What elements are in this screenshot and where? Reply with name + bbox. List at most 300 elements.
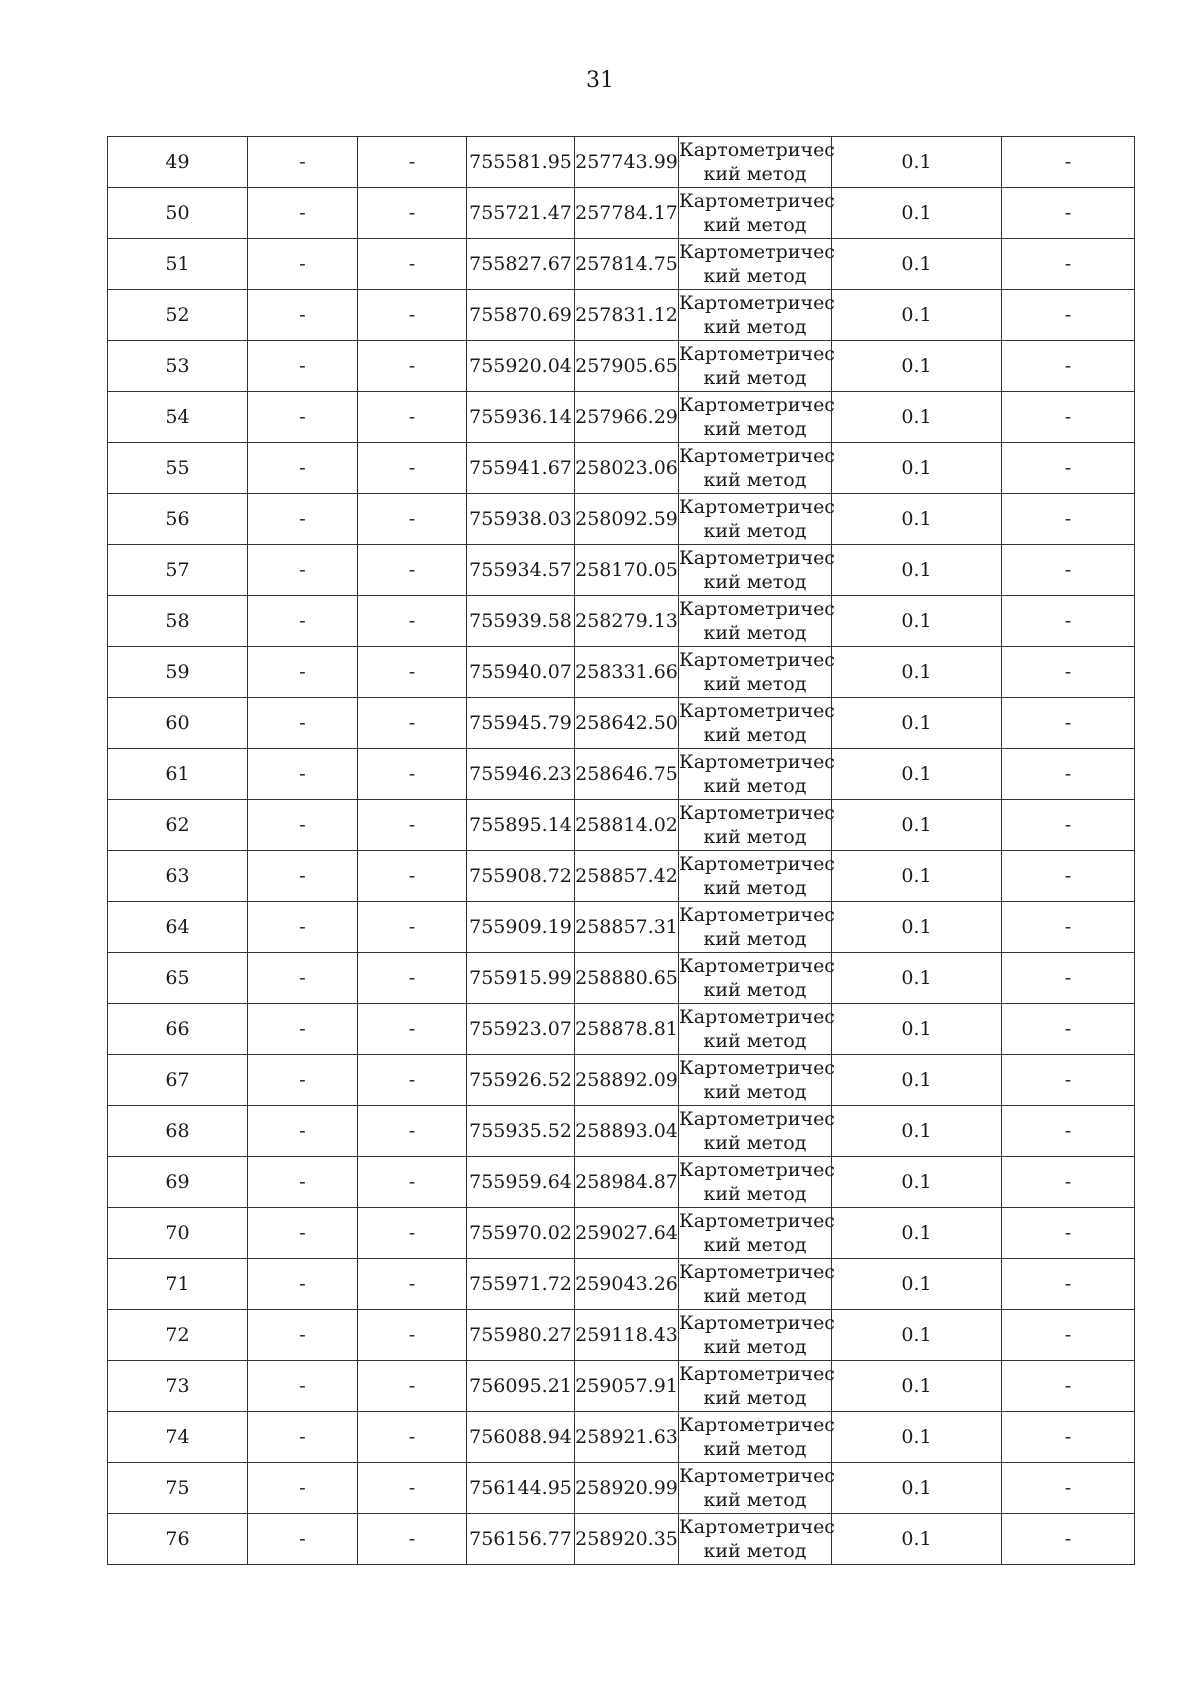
empty-cell: - bbox=[358, 1208, 467, 1259]
empty-cell: - bbox=[358, 545, 467, 596]
accuracy-cell: 0.1 bbox=[832, 494, 1002, 545]
empty-cell: - bbox=[248, 290, 358, 341]
empty-cell: - bbox=[248, 239, 358, 290]
point-number-cell: 74 bbox=[108, 1412, 248, 1463]
method-cell bbox=[679, 290, 835, 341]
method-cell bbox=[679, 341, 835, 392]
method-line-1: Картометричес bbox=[679, 1312, 835, 1334]
method-line-1: Картометричес bbox=[679, 1363, 835, 1385]
method-line-2: кий метод bbox=[703, 775, 807, 797]
accuracy-cell: 0.1 bbox=[832, 851, 1002, 902]
method-line-2: кий метод bbox=[703, 877, 807, 899]
x-coordinate-cell: 755915.99 bbox=[467, 953, 575, 1004]
empty-cell: - bbox=[358, 1463, 467, 1514]
method-line-2: кий метод bbox=[703, 928, 807, 950]
x-coordinate-cell: 756144.95 bbox=[467, 1463, 575, 1514]
method-line-1: Картометричес bbox=[679, 292, 835, 314]
method-line-2: кий метод bbox=[703, 1336, 807, 1358]
method-line-1: Картометричес bbox=[679, 445, 835, 467]
point-number-cell: 64 bbox=[108, 902, 248, 953]
accuracy-cell: 0.1 bbox=[832, 698, 1002, 749]
method-line-1: Картометричес bbox=[679, 496, 835, 518]
empty-cell: - bbox=[1002, 443, 1135, 494]
method-cell bbox=[679, 1055, 835, 1106]
point-number-cell: 73 bbox=[108, 1361, 248, 1412]
method-line-2: кий метод bbox=[703, 1489, 807, 1511]
table-row bbox=[108, 1106, 1135, 1157]
method-cell bbox=[679, 392, 835, 443]
y-coordinate-cell: 258892.09 bbox=[575, 1055, 679, 1106]
table-body bbox=[108, 137, 1135, 1565]
empty-cell: - bbox=[358, 1106, 467, 1157]
method-cell bbox=[679, 596, 835, 647]
empty-cell: - bbox=[1002, 1361, 1135, 1412]
accuracy-cell: 0.1 bbox=[832, 1361, 1002, 1412]
method-cell bbox=[679, 647, 835, 698]
x-coordinate-cell: 755935.52 bbox=[467, 1106, 575, 1157]
empty-cell: - bbox=[248, 596, 358, 647]
table-row bbox=[108, 1004, 1135, 1055]
empty-cell: - bbox=[1002, 1463, 1135, 1514]
method-line-2: кий метод bbox=[703, 673, 807, 695]
method-cell bbox=[679, 188, 835, 239]
empty-cell: - bbox=[358, 443, 467, 494]
point-number-cell: 66 bbox=[108, 1004, 248, 1055]
empty-cell: - bbox=[248, 1106, 358, 1157]
method-line-1: Картометричес bbox=[679, 1057, 835, 1079]
x-coordinate-cell: 755970.02 bbox=[467, 1208, 575, 1259]
empty-cell: - bbox=[1002, 341, 1135, 392]
empty-cell: - bbox=[1002, 392, 1135, 443]
y-coordinate-cell: 258279.13 bbox=[575, 596, 679, 647]
point-number-cell: 60 bbox=[108, 698, 248, 749]
point-number-cell: 56 bbox=[108, 494, 248, 545]
empty-cell: - bbox=[1002, 698, 1135, 749]
empty-cell: - bbox=[248, 800, 358, 851]
y-coordinate-cell: 258814.02 bbox=[575, 800, 679, 851]
method-line-2: кий метод bbox=[703, 979, 807, 1001]
point-number-cell: 62 bbox=[108, 800, 248, 851]
method-line-2: кий метод bbox=[703, 1285, 807, 1307]
method-line-1: Картометричес bbox=[679, 1006, 835, 1028]
empty-cell: - bbox=[358, 800, 467, 851]
y-coordinate-cell: 258893.04 bbox=[575, 1106, 679, 1157]
y-coordinate-cell: 257743.99 bbox=[575, 137, 679, 188]
coordinates-table bbox=[107, 136, 1135, 1565]
empty-cell: - bbox=[248, 1412, 358, 1463]
x-coordinate-cell: 755923.07 bbox=[467, 1004, 575, 1055]
method-line-1: Картометричес bbox=[679, 1516, 835, 1538]
method-line-2: кий метод bbox=[703, 469, 807, 491]
x-coordinate-cell: 755909.19 bbox=[467, 902, 575, 953]
point-number-cell: 57 bbox=[108, 545, 248, 596]
point-number-cell: 65 bbox=[108, 953, 248, 1004]
method-line-1: Картометричес bbox=[679, 343, 835, 365]
empty-cell: - bbox=[358, 1310, 467, 1361]
y-coordinate-cell: 258878.81 bbox=[575, 1004, 679, 1055]
method-line-2: кий метод bbox=[703, 724, 807, 746]
table-row bbox=[108, 1259, 1135, 1310]
accuracy-cell: 0.1 bbox=[832, 443, 1002, 494]
x-coordinate-cell: 755939.58 bbox=[467, 596, 575, 647]
point-number-cell: 63 bbox=[108, 851, 248, 902]
y-coordinate-cell: 257831.12 bbox=[575, 290, 679, 341]
method-line-1: Картометричес bbox=[679, 700, 835, 722]
empty-cell: - bbox=[1002, 1259, 1135, 1310]
method-cell bbox=[679, 749, 835, 800]
y-coordinate-cell: 258920.35 bbox=[575, 1514, 679, 1565]
method-line-2: кий метод bbox=[703, 1030, 807, 1052]
method-line-2: кий метод bbox=[703, 1438, 807, 1460]
method-line-2: кий метод bbox=[703, 1132, 807, 1154]
empty-cell: - bbox=[248, 902, 358, 953]
empty-cell: - bbox=[358, 290, 467, 341]
page-number: 31 bbox=[586, 68, 614, 93]
y-coordinate-cell: 258921.63 bbox=[575, 1412, 679, 1463]
empty-cell: - bbox=[1002, 749, 1135, 800]
method-cell bbox=[679, 1106, 835, 1157]
x-coordinate-cell: 755980.27 bbox=[467, 1310, 575, 1361]
accuracy-cell: 0.1 bbox=[832, 1259, 1002, 1310]
method-line-2: кий метод bbox=[703, 214, 807, 236]
empty-cell: - bbox=[358, 749, 467, 800]
empty-cell: - bbox=[358, 902, 467, 953]
empty-cell: - bbox=[1002, 1157, 1135, 1208]
y-coordinate-cell: 259057.91 bbox=[575, 1361, 679, 1412]
empty-cell: - bbox=[1002, 545, 1135, 596]
accuracy-cell: 0.1 bbox=[832, 290, 1002, 341]
empty-cell: - bbox=[1002, 188, 1135, 239]
point-number-cell: 75 bbox=[108, 1463, 248, 1514]
x-coordinate-cell: 755721.47 bbox=[467, 188, 575, 239]
y-coordinate-cell: 258857.31 bbox=[575, 902, 679, 953]
empty-cell: - bbox=[358, 239, 467, 290]
empty-cell: - bbox=[248, 1514, 358, 1565]
x-coordinate-cell: 755920.04 bbox=[467, 341, 575, 392]
table-row bbox=[108, 494, 1135, 545]
point-number-cell: 51 bbox=[108, 239, 248, 290]
table-row bbox=[108, 749, 1135, 800]
empty-cell: - bbox=[1002, 1514, 1135, 1565]
point-number-cell: 70 bbox=[108, 1208, 248, 1259]
method-cell bbox=[679, 698, 835, 749]
y-coordinate-cell: 259027.64 bbox=[575, 1208, 679, 1259]
accuracy-cell: 0.1 bbox=[832, 239, 1002, 290]
x-coordinate-cell: 755941.67 bbox=[467, 443, 575, 494]
method-line-2: кий метод bbox=[703, 418, 807, 440]
empty-cell: - bbox=[248, 1004, 358, 1055]
empty-cell: - bbox=[358, 1514, 467, 1565]
empty-cell: - bbox=[1002, 851, 1135, 902]
accuracy-cell: 0.1 bbox=[832, 1412, 1002, 1463]
empty-cell: - bbox=[1002, 953, 1135, 1004]
accuracy-cell: 0.1 bbox=[832, 1310, 1002, 1361]
method-line-2: кий метод bbox=[703, 1540, 807, 1562]
accuracy-cell: 0.1 bbox=[832, 188, 1002, 239]
x-coordinate-cell: 755934.57 bbox=[467, 545, 575, 596]
empty-cell: - bbox=[1002, 1412, 1135, 1463]
method-cell bbox=[679, 1157, 835, 1208]
method-line-1: Картометричес bbox=[679, 955, 835, 977]
x-coordinate-cell: 755959.64 bbox=[467, 1157, 575, 1208]
point-number-cell: 55 bbox=[108, 443, 248, 494]
method-line-1: Картометричес bbox=[679, 751, 835, 773]
point-number-cell: 59 bbox=[108, 647, 248, 698]
method-line-1: Картометричес bbox=[679, 1261, 835, 1283]
empty-cell: - bbox=[1002, 647, 1135, 698]
method-line-2: кий метод bbox=[703, 520, 807, 542]
accuracy-cell: 0.1 bbox=[832, 749, 1002, 800]
y-coordinate-cell: 257966.29 bbox=[575, 392, 679, 443]
y-coordinate-cell: 259118.43 bbox=[575, 1310, 679, 1361]
empty-cell: - bbox=[1002, 596, 1135, 647]
y-coordinate-cell: 258920.99 bbox=[575, 1463, 679, 1514]
method-line-1: Картометричес bbox=[679, 1210, 835, 1232]
y-coordinate-cell: 257814.75 bbox=[575, 239, 679, 290]
empty-cell: - bbox=[1002, 1310, 1135, 1361]
table-row bbox=[108, 545, 1135, 596]
empty-cell: - bbox=[248, 851, 358, 902]
method-cell bbox=[679, 800, 835, 851]
x-coordinate-cell: 755827.67 bbox=[467, 239, 575, 290]
empty-cell: - bbox=[248, 1157, 358, 1208]
accuracy-cell: 0.1 bbox=[832, 800, 1002, 851]
table-row bbox=[108, 851, 1135, 902]
y-coordinate-cell: 258857.42 bbox=[575, 851, 679, 902]
method-line-2: кий метод bbox=[703, 1234, 807, 1256]
empty-cell: - bbox=[248, 1055, 358, 1106]
table-row bbox=[108, 443, 1135, 494]
table-row bbox=[108, 1514, 1135, 1565]
table-row bbox=[108, 290, 1135, 341]
method-cell bbox=[679, 137, 835, 188]
method-cell bbox=[679, 545, 835, 596]
method-line-2: кий метод bbox=[703, 1183, 807, 1205]
empty-cell: - bbox=[248, 1463, 358, 1514]
method-line-1: Картометричес bbox=[679, 190, 835, 212]
method-cell bbox=[679, 1361, 835, 1412]
empty-cell: - bbox=[358, 698, 467, 749]
empty-cell: - bbox=[248, 698, 358, 749]
method-line-1: Картометричес bbox=[679, 802, 835, 824]
table-row bbox=[108, 137, 1135, 188]
point-number-cell: 54 bbox=[108, 392, 248, 443]
empty-cell: - bbox=[358, 137, 467, 188]
table-row bbox=[108, 1208, 1135, 1259]
y-coordinate-cell: 258023.06 bbox=[575, 443, 679, 494]
empty-cell: - bbox=[248, 341, 358, 392]
empty-cell: - bbox=[248, 647, 358, 698]
empty-cell: - bbox=[248, 392, 358, 443]
y-coordinate-cell: 258880.65 bbox=[575, 953, 679, 1004]
empty-cell: - bbox=[248, 1310, 358, 1361]
table-row bbox=[108, 902, 1135, 953]
method-cell bbox=[679, 239, 835, 290]
point-number-cell: 72 bbox=[108, 1310, 248, 1361]
accuracy-cell: 0.1 bbox=[832, 596, 1002, 647]
empty-cell: - bbox=[358, 188, 467, 239]
method-cell bbox=[679, 1514, 835, 1565]
accuracy-cell: 0.1 bbox=[832, 647, 1002, 698]
method-cell bbox=[679, 1412, 835, 1463]
y-coordinate-cell: 258170.05 bbox=[575, 545, 679, 596]
point-number-cell: 71 bbox=[108, 1259, 248, 1310]
method-line-2: кий метод bbox=[703, 571, 807, 593]
table-row bbox=[108, 698, 1135, 749]
method-cell bbox=[679, 443, 835, 494]
y-coordinate-cell: 258646.75 bbox=[575, 749, 679, 800]
empty-cell: - bbox=[248, 1259, 358, 1310]
method-line-1: Картометричес bbox=[679, 904, 835, 926]
table-row bbox=[108, 596, 1135, 647]
method-line-2: кий метод bbox=[703, 163, 807, 185]
method-line-1: Картометричес bbox=[679, 649, 835, 671]
empty-cell: - bbox=[1002, 800, 1135, 851]
accuracy-cell: 0.1 bbox=[832, 1055, 1002, 1106]
empty-cell: - bbox=[358, 392, 467, 443]
table-row bbox=[108, 1157, 1135, 1208]
method-cell bbox=[679, 494, 835, 545]
x-coordinate-cell: 755946.23 bbox=[467, 749, 575, 800]
empty-cell: - bbox=[358, 953, 467, 1004]
empty-cell: - bbox=[248, 749, 358, 800]
x-coordinate-cell: 755971.72 bbox=[467, 1259, 575, 1310]
y-coordinate-cell: 258092.59 bbox=[575, 494, 679, 545]
x-coordinate-cell: 755945.79 bbox=[467, 698, 575, 749]
table-row bbox=[108, 800, 1135, 851]
method-line-1: Картометричес bbox=[679, 853, 835, 875]
empty-cell: - bbox=[248, 494, 358, 545]
empty-cell: - bbox=[248, 545, 358, 596]
empty-cell: - bbox=[1002, 1106, 1135, 1157]
empty-cell: - bbox=[358, 1157, 467, 1208]
table-row bbox=[108, 1310, 1135, 1361]
table-row bbox=[108, 953, 1135, 1004]
x-coordinate-cell: 755940.07 bbox=[467, 647, 575, 698]
method-cell bbox=[679, 851, 835, 902]
empty-cell: - bbox=[1002, 494, 1135, 545]
method-line-1: Картометричес bbox=[679, 1414, 835, 1436]
table-row bbox=[108, 392, 1135, 443]
empty-cell: - bbox=[248, 1208, 358, 1259]
table-row bbox=[108, 647, 1135, 698]
x-coordinate-cell: 755895.14 bbox=[467, 800, 575, 851]
empty-cell: - bbox=[358, 1004, 467, 1055]
method-line-2: кий метод bbox=[703, 622, 807, 644]
y-coordinate-cell: 258331.66 bbox=[575, 647, 679, 698]
y-coordinate-cell: 258984.87 bbox=[575, 1157, 679, 1208]
empty-cell: - bbox=[358, 647, 467, 698]
table-row bbox=[108, 1463, 1135, 1514]
x-coordinate-cell: 755936.14 bbox=[467, 392, 575, 443]
x-coordinate-cell: 755581.95 bbox=[467, 137, 575, 188]
point-number-cell: 50 bbox=[108, 188, 248, 239]
accuracy-cell: 0.1 bbox=[832, 902, 1002, 953]
point-number-cell: 49 bbox=[108, 137, 248, 188]
x-coordinate-cell: 755938.03 bbox=[467, 494, 575, 545]
accuracy-cell: 0.1 bbox=[832, 1514, 1002, 1565]
x-coordinate-cell: 755926.52 bbox=[467, 1055, 575, 1106]
accuracy-cell: 0.1 bbox=[832, 953, 1002, 1004]
method-line-2: кий метод bbox=[703, 1387, 807, 1409]
method-line-1: Картометричес bbox=[679, 1465, 835, 1487]
accuracy-cell: 0.1 bbox=[832, 1208, 1002, 1259]
point-number-cell: 58 bbox=[108, 596, 248, 647]
accuracy-cell: 0.1 bbox=[832, 1106, 1002, 1157]
empty-cell: - bbox=[358, 1055, 467, 1106]
x-coordinate-cell: 756156.77 bbox=[467, 1514, 575, 1565]
table-row bbox=[108, 341, 1135, 392]
method-cell bbox=[679, 1463, 835, 1514]
accuracy-cell: 0.1 bbox=[832, 137, 1002, 188]
empty-cell: - bbox=[358, 494, 467, 545]
empty-cell: - bbox=[248, 953, 358, 1004]
x-coordinate-cell: 756095.21 bbox=[467, 1361, 575, 1412]
empty-cell: - bbox=[1002, 137, 1135, 188]
x-coordinate-cell: 755870.69 bbox=[467, 290, 575, 341]
accuracy-cell: 0.1 bbox=[832, 1157, 1002, 1208]
accuracy-cell: 0.1 bbox=[832, 545, 1002, 596]
method-line-1: Картометричес bbox=[679, 1108, 835, 1130]
method-line-1: Картометричес bbox=[679, 547, 835, 569]
table-row bbox=[108, 188, 1135, 239]
empty-cell: - bbox=[358, 851, 467, 902]
empty-cell: - bbox=[248, 188, 358, 239]
point-number-cell: 52 bbox=[108, 290, 248, 341]
empty-cell: - bbox=[248, 137, 358, 188]
method-cell bbox=[679, 1310, 835, 1361]
y-coordinate-cell: 257784.17 bbox=[575, 188, 679, 239]
empty-cell: - bbox=[1002, 1055, 1135, 1106]
method-cell bbox=[679, 1208, 835, 1259]
x-coordinate-cell: 755908.72 bbox=[467, 851, 575, 902]
point-number-cell: 76 bbox=[108, 1514, 248, 1565]
empty-cell: - bbox=[358, 341, 467, 392]
method-line-1: Картометричес bbox=[679, 241, 835, 263]
point-number-cell: 69 bbox=[108, 1157, 248, 1208]
empty-cell: - bbox=[1002, 902, 1135, 953]
empty-cell: - bbox=[358, 1361, 467, 1412]
method-cell bbox=[679, 902, 835, 953]
y-coordinate-cell: 258642.50 bbox=[575, 698, 679, 749]
empty-cell: - bbox=[1002, 290, 1135, 341]
empty-cell: - bbox=[1002, 1208, 1135, 1259]
method-cell bbox=[679, 953, 835, 1004]
y-coordinate-cell: 259043.26 bbox=[575, 1259, 679, 1310]
accuracy-cell: 0.1 bbox=[832, 1004, 1002, 1055]
method-line-1: Картометричес bbox=[679, 394, 835, 416]
point-number-cell: 68 bbox=[108, 1106, 248, 1157]
x-coordinate-cell: 756088.94 bbox=[467, 1412, 575, 1463]
table-row bbox=[108, 1055, 1135, 1106]
point-number-cell: 61 bbox=[108, 749, 248, 800]
point-number-cell: 67 bbox=[108, 1055, 248, 1106]
method-line-2: кий метод bbox=[703, 367, 807, 389]
accuracy-cell: 0.1 bbox=[832, 392, 1002, 443]
method-line-2: кий метод bbox=[703, 265, 807, 287]
method-cell bbox=[679, 1004, 835, 1055]
method-line-2: кий метод bbox=[703, 1081, 807, 1103]
table-row bbox=[108, 1361, 1135, 1412]
empty-cell: - bbox=[358, 1259, 467, 1310]
method-line-1: Картометричес bbox=[679, 598, 835, 620]
table-row bbox=[108, 239, 1135, 290]
method-line-2: кий метод bbox=[703, 826, 807, 848]
accuracy-cell: 0.1 bbox=[832, 1463, 1002, 1514]
table-row bbox=[108, 1412, 1135, 1463]
method-line-2: кий метод bbox=[703, 316, 807, 338]
method-line-1: Картометричес bbox=[679, 139, 835, 161]
